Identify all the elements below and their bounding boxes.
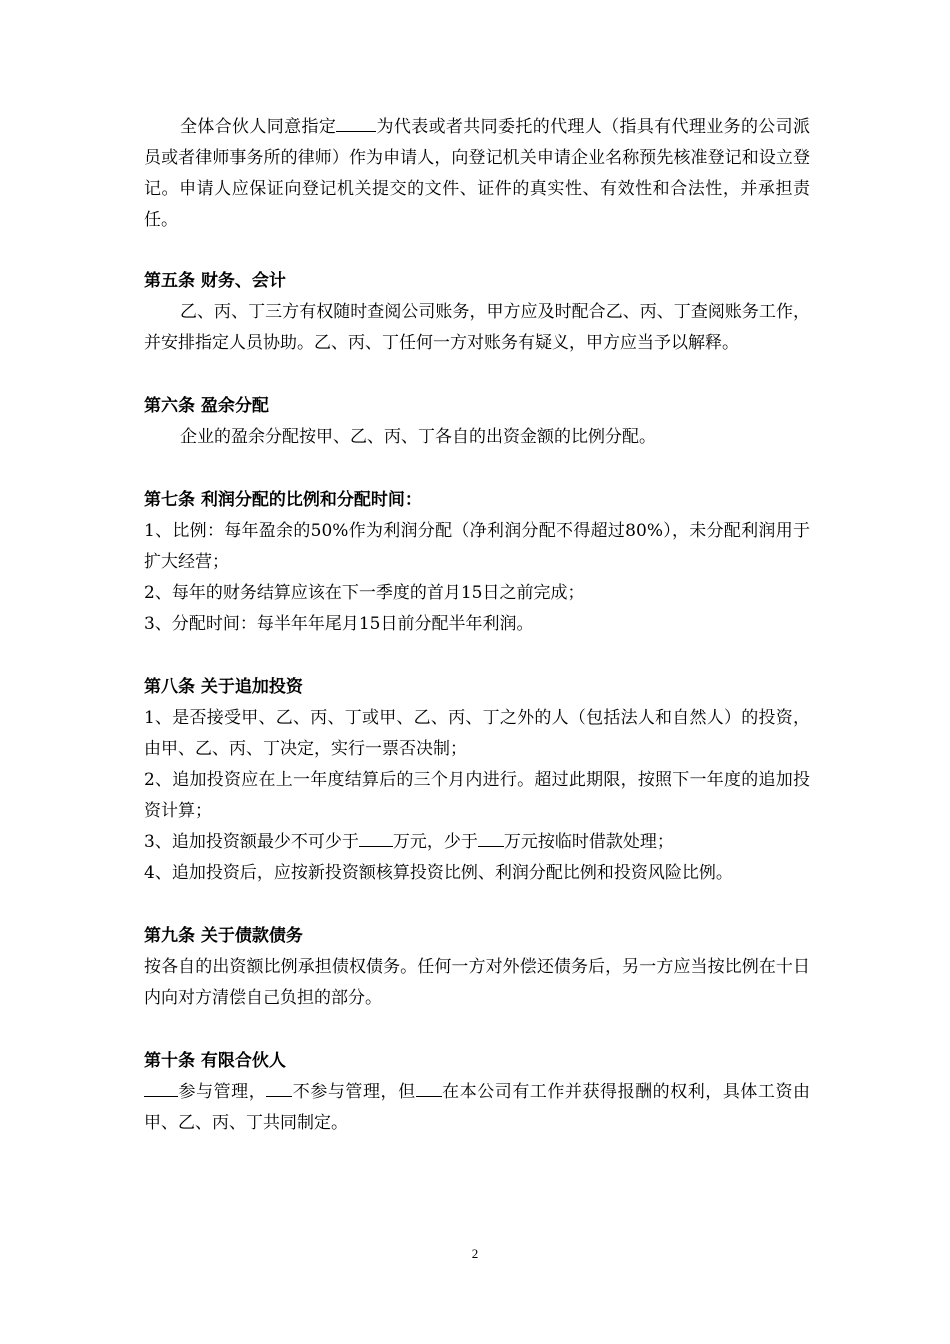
article-8-item-2: 2、追加投资应在上一年度结算后的三个月内进行。超过此期限，按照下一年度的追加投资计算； <box>144 770 810 821</box>
article-9-title: 第九条 关于债款债务 <box>144 926 303 946</box>
intro-paragraph <box>144 112 810 236</box>
article-5-body: 乙、丙、丁三方有权随时查阅公司账务，甲方应及时配合乙、丙、丁查阅账务工作，并安排指定人员协助。乙、丙、丁任何一方对账务有疑义，甲方应当予以解释。 <box>144 302 810 353</box>
article-6-body: 企业的盈余分配按甲、乙、丙、丁各自的出资金额的比例分配。 <box>180 427 656 447</box>
article-7-item-3: 3、分配时间：每半年年尾月15日前分配半年利润。 <box>144 614 534 634</box>
article-10-body <box>144 1077 810 1139</box>
article-7-title: 第七条 利润分配的比例和分配时间： <box>144 490 422 510</box>
article-8-title: 第八条 关于追加投资 <box>144 677 303 697</box>
article-8-item-3-text-b: 万元，少于 <box>392 832 478 852</box>
intro-text-before: 全体合伙人同意指定 <box>180 117 337 137</box>
blank-field-partner-working <box>416 1082 442 1097</box>
article-10-title: 第十条 有限合伙人 <box>144 1051 286 1071</box>
article-5-title: 第五条 财务、会计 <box>144 271 286 291</box>
document-body <box>144 112 810 1139</box>
intro-text-after: 为代表或者共同委托的代理人（指具有代理业务的公司派员或者律师事务所的律师）作为申请人，向登记机关申请企业名称预先核准登记和设立登记。申请人应保证向登记机关提交的文件、证件的真实性、有效性和合法性，并承担责任。 <box>144 117 811 230</box>
article-10-text-a: 参与管理， <box>178 1082 267 1102</box>
article-8-item-3-text-a: 3、追加投资额最少不可少于 <box>144 832 359 852</box>
article-8-item-3-text-c: 万元按临时借款处理； <box>503 832 674 852</box>
article-7-item-1: 1、比例：每年盈余的50%作为利润分配（净利润分配不得超过80%），未分配利润用于扩大经营； <box>144 521 810 572</box>
blank-field-representative <box>336 117 376 132</box>
page-number: 2 <box>471 1246 479 1261</box>
article-10-text-b: 不参与管理，但 <box>292 1082 416 1102</box>
blank-field-min-amount <box>359 832 393 847</box>
article-10-text-c: 在本公司有工作并获得报酬的权利，具体工资由甲、乙、丙、丁共同制定。 <box>144 1082 811 1133</box>
article-8-item-4: 4、追加投资后，应按新投资额核算投资比例、利润分配比例和投资风险比例。 <box>144 863 733 883</box>
article-6-title: 第六条 盈余分配 <box>144 396 269 416</box>
article-8-item-3 <box>144 827 810 858</box>
blank-field-loan-amount <box>478 832 504 847</box>
article-9-body: 按各自的出资额比例承担债权债务。任何一方对外偿还债务后，另一方应当按比例在十日内向对方清偿自己负担的部分。 <box>144 957 810 1008</box>
article-8-item-1: 1、是否接受甲、乙、丙、丁或甲、乙、丙、丁之外的人（包括法人和自然人）的投资，由甲、乙、丙、丁决定，实行一票否决制； <box>144 708 810 759</box>
blank-field-partner-managing <box>144 1082 178 1097</box>
blank-field-partner-not-managing <box>266 1082 292 1097</box>
article-7-item-2: 2、每年的财务结算应该在下一季度的首月15日之前完成； <box>144 583 585 603</box>
